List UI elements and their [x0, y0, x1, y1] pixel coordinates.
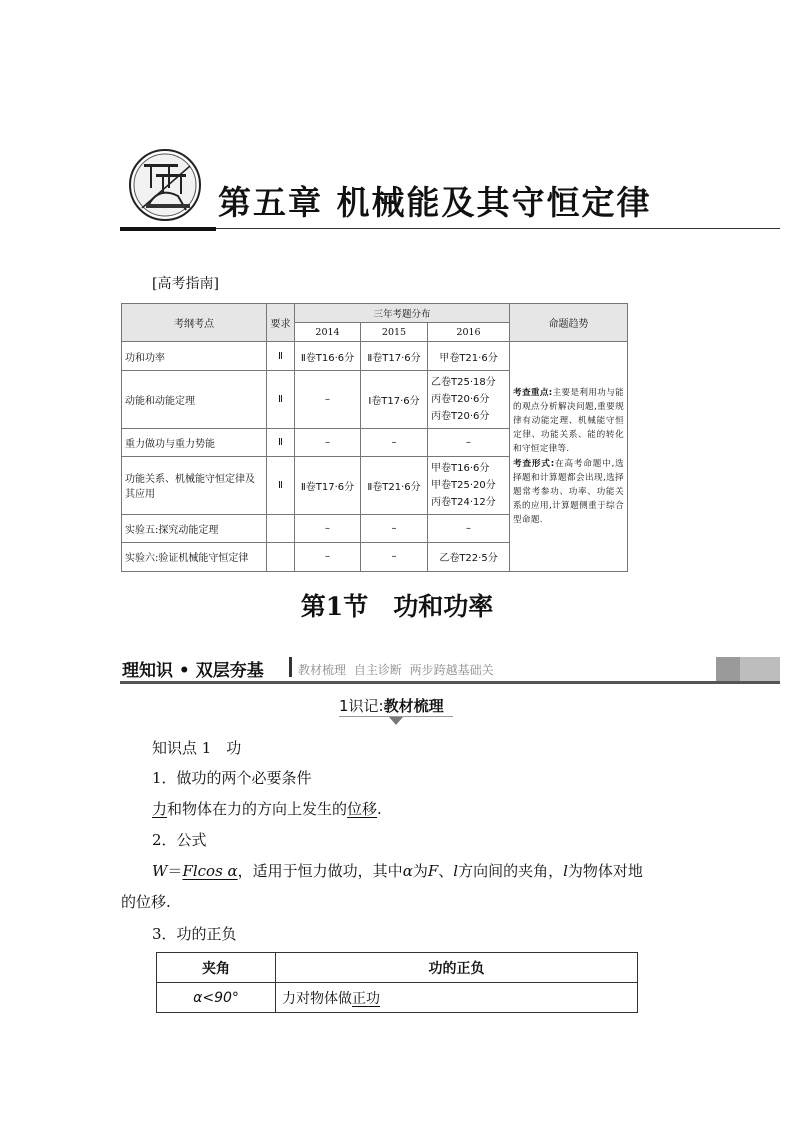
- header-angle: 夹角: [157, 953, 276, 983]
- item-text: [152, 798, 382, 819]
- chapter-divider: [120, 228, 780, 229]
- year-entry: 甲卷T25·20分: [431, 479, 496, 491]
- blank-answer: Flcos α: [182, 862, 238, 880]
- band-title: 理知识 • 双层夯基: [122, 661, 264, 681]
- year-cell: –: [428, 428, 510, 456]
- req-cell: [267, 514, 295, 542]
- sub-tag-prefix: 1识记:: [339, 697, 384, 715]
- year-entry: 甲卷T16·6分: [431, 462, 490, 474]
- req-cell: Ⅱ: [267, 428, 295, 456]
- topic-cell: 动能和动能定理: [122, 371, 267, 428]
- angle-cell: α<90°: [157, 983, 276, 1013]
- year-cell: –: [295, 428, 361, 456]
- year-cell: –: [295, 371, 361, 428]
- trend-focus-label: 考查重点:: [513, 387, 553, 398]
- chapter-title: 第五章 机械能及其守恒定律: [218, 183, 652, 222]
- chapter-divider-accent: [120, 227, 216, 231]
- topic-cell: 功能关系、机械能守恒定律及其应用: [122, 457, 267, 514]
- year-cell: –: [361, 428, 428, 456]
- text-run: 方向间的夹角，: [458, 862, 564, 880]
- exam-guide-table: [121, 303, 628, 572]
- req-cell: Ⅱ: [267, 457, 295, 514]
- text-run: 、: [438, 862, 454, 880]
- text-run: α: [402, 862, 413, 880]
- band-rule: [120, 681, 780, 684]
- text-run: 和物体在力的方向上发生的: [167, 800, 348, 818]
- table-row: [122, 342, 628, 371]
- year-cell: –: [361, 514, 428, 542]
- text-run: .: [377, 800, 382, 818]
- header-year: 2016: [428, 323, 510, 342]
- year-cell: –: [428, 514, 510, 542]
- year-entry: 丙卷T20·6分: [431, 411, 490, 423]
- year-cell: Ⅱ卷T16·6分: [295, 342, 361, 371]
- year-cell: 甲卷T21·6分: [428, 342, 510, 371]
- item-heading: 3．功的正负: [152, 925, 237, 943]
- sign-cell: [276, 983, 638, 1013]
- table-row: [157, 983, 638, 1013]
- text-run: ，适用于恒力做功，其中: [237, 862, 403, 880]
- topic-cell: 实验六:验证机械能守恒定律: [122, 542, 267, 571]
- req-cell: [267, 542, 295, 571]
- header-distribution: 三年考题分布: [295, 304, 510, 323]
- text-run: W: [152, 862, 168, 880]
- year-cell: [428, 371, 510, 428]
- header-requirement: 要求: [267, 304, 295, 342]
- text-run: 为物体对地: [567, 862, 643, 880]
- band-decor-block: [716, 657, 740, 681]
- knowledge-point-title: 知识点 1 功: [152, 739, 242, 757]
- text-run: 力对物体做: [282, 990, 352, 1007]
- blank-answer: 正功: [352, 990, 380, 1007]
- year-cell: Ⅱ卷T17·6分: [295, 457, 361, 514]
- header-sign: 功的正负: [276, 953, 638, 983]
- text-run: 为: [412, 862, 428, 880]
- formula-line: [152, 860, 643, 881]
- text-run: F: [427, 862, 439, 880]
- trend-form-text: 在高考命题中,选择题和计算题都会出现,选择题常考参功、功率、功能关系的应用,计算题侧重于综合型命题.: [513, 458, 625, 526]
- topic-cell: 重力做功与重力势能: [122, 428, 267, 456]
- year-cell: Ⅱ卷T21·6分: [361, 457, 428, 514]
- header-year: 2014: [295, 323, 361, 342]
- text-run: ＝: [167, 862, 183, 880]
- header-topic: 考纲考点: [122, 304, 267, 342]
- topic-cell: 功和功率: [122, 342, 267, 371]
- header-trend: 命题趋势: [510, 304, 628, 342]
- header-year: 2015: [361, 323, 428, 342]
- trend-cell: [510, 342, 628, 572]
- section-title: 第1节 功和功率: [300, 592, 494, 621]
- year-cell: Ⅰ卷T17·6分: [361, 371, 428, 428]
- formula-continuation: 的位移.: [121, 893, 171, 911]
- year-cell: [428, 457, 510, 514]
- text-run: l: [563, 862, 568, 880]
- year-cell: –: [295, 542, 361, 571]
- trend-form-label: 考查形式:: [513, 458, 555, 469]
- sub-tag: [339, 695, 444, 716]
- chapter-logo-icon: [128, 148, 202, 222]
- year-cell: –: [295, 514, 361, 542]
- topic-cell: 实验五:探究动能定理: [122, 514, 267, 542]
- year-entry: 丙卷T24·12分: [431, 496, 496, 508]
- year-entry: 丙卷T20·6分: [431, 394, 490, 406]
- work-sign-table: [156, 952, 638, 1013]
- band-decor-block: [740, 657, 780, 681]
- blank-answer: 位移: [347, 800, 378, 818]
- req-cell: Ⅱ: [267, 342, 295, 371]
- year-cell: 乙卷T22·5分: [428, 542, 510, 571]
- band-separator: [289, 657, 292, 677]
- band-subtitle: 教材梳理 自主诊断 两步跨越基础关: [298, 663, 494, 677]
- req-cell: Ⅱ: [267, 371, 295, 428]
- item-heading: 1．做功的两个必要条件: [152, 769, 312, 787]
- guide-label: [高考指南]: [152, 276, 219, 292]
- year-cell: Ⅱ卷T17·6分: [361, 342, 428, 371]
- text-run: l: [453, 862, 459, 880]
- year-cell: –: [361, 542, 428, 571]
- year-entry: 乙卷T25·18分: [431, 377, 496, 389]
- item-heading: 2．公式: [152, 831, 207, 849]
- triangle-down-icon: [389, 717, 403, 725]
- blank-answer: 力: [152, 800, 168, 818]
- sub-tag-label: 教材梳理: [383, 697, 444, 715]
- trend-focus-text: 主要是利用功与能的观点分析解决问题,重要规律有动能定理、机械能守恒定律、功能关系、能的转化和守恒定律等.: [513, 387, 625, 455]
